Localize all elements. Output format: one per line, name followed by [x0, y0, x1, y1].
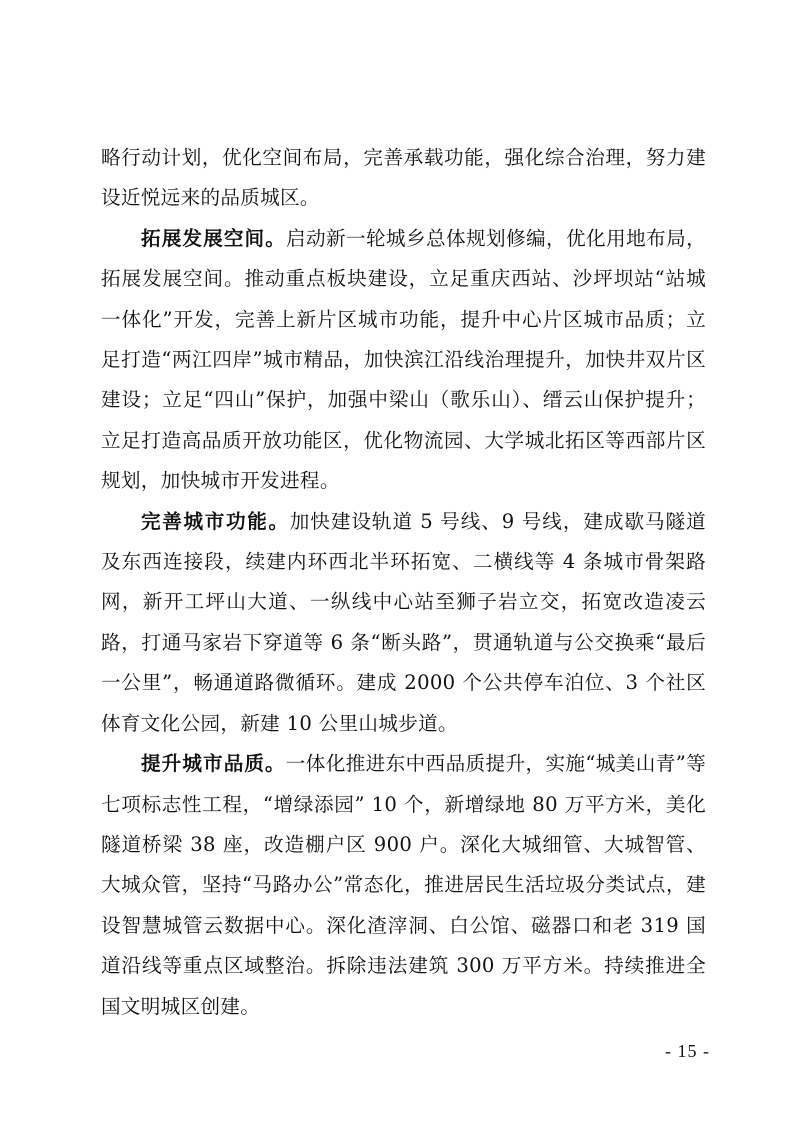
paragraph-heading: 完善城市功能。 — [141, 509, 290, 533]
body-text — [101, 138, 706, 1027]
paragraph-heading: 拓展发展空间。 — [141, 226, 286, 250]
paragraph-city-quality — [101, 744, 706, 1027]
paragraph-text: 略行动计划，优化空间布局，完善承载功能，强化综合治理，努力建设近悦远来的品质城区。 — [101, 146, 706, 210]
paragraph-heading: 提升城市品质。 — [141, 752, 286, 776]
paragraph-text: 一体化推进东中西品质提升，实施“城美山青”等七项标志性工程，“增绿添园” 10 个，新增绿地 80 万平方米，美化隧道桥梁 38 座，改造棚户区 900 户。深化大城细管、大城智管、大城众管，坚持“马路办公”常态化，推进居民生活垃圾分类试点，建设智慧城管云数据中心。深化渣滓洞、白公馆、磁器口和老 319 国道沿线等重点区域整治。拆除违法建筑 300 万平方米。持续推进全国文明城区创建。 — [101, 752, 707, 1018]
page-number: - 15 - — [665, 1041, 710, 1061]
paragraph-text: 加快建设轨道 5 号线、9 号线，建成歇马隧道及东西连接段，续建内环西北半环拓宽、二横线等 4 条城市骨架路网，新开工坪山大道、一纵线中心站至狮子岩立交，拓宽改造凌云路，打通马家岩下穿道等 6 条“断头路”，贯通轨道与公交换乘“最后一公里”，畅通道路微循环。建成 2000 个公共停车泊位、3 个社区体育文化公园，新建 10 公里山城步道。 — [101, 509, 706, 735]
paragraph-city-functions — [101, 502, 706, 744]
paragraph-text: 启动新一轮城乡总体规划修编，优化用地布局，拓展发展空间。推动重点板块建设，立足重庆西站、沙坪坝站“站城一体化”开发，完善上新片区城市功能，提升中心片区城市品质；立足打造“两江四岸”城市精品，加快滨江沿线治理提升，加快井双片区建设；立足“四山”保护，加强中梁山（歌乐山）、缙云山保护提升；立足打造高品质开放功能区，优化物流园、大学城北拓区等西部片区规划，加快城市开发进程。 — [101, 226, 706, 493]
paragraph-expand-space — [101, 219, 706, 502]
paragraph-intro-continuation — [101, 138, 706, 219]
